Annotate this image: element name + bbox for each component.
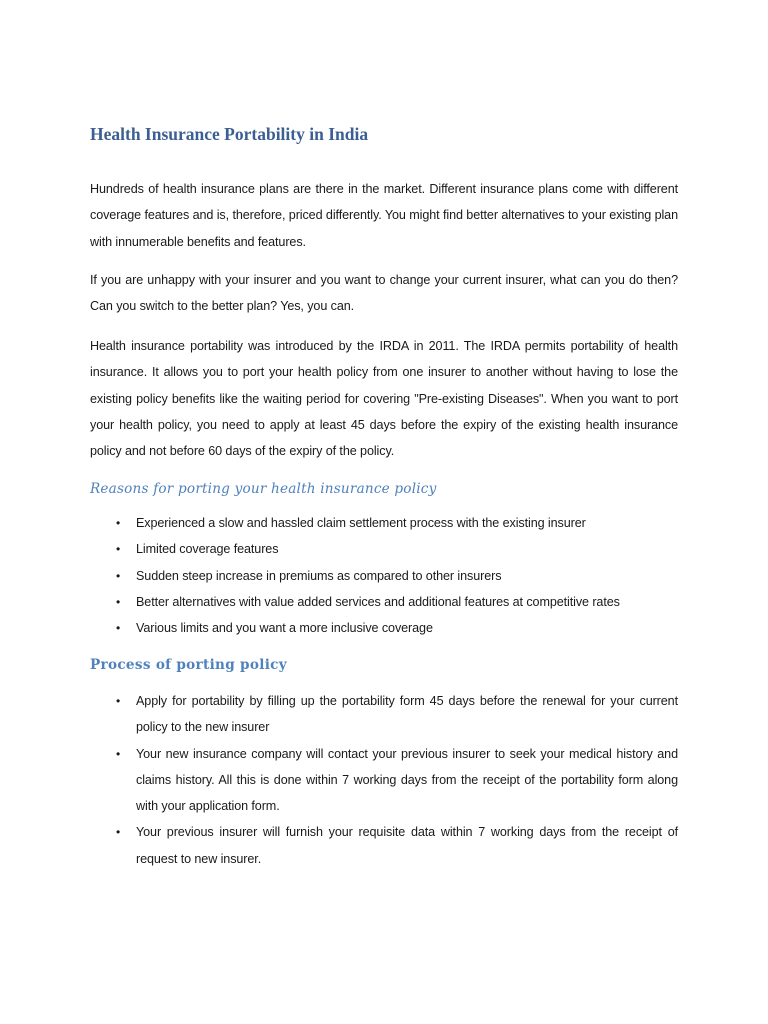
list-item-text: Sudden steep increase in premiums as compared to other insurers (136, 568, 502, 583)
switch-question-paragraph: If you are unhappy with your insurer and you want to change your current insurer, what can you do then? Can you switch to the better plan? Yes, you can. (90, 273, 678, 314)
list-item (90, 563, 678, 589)
bullet-icon: • (116, 516, 121, 530)
bullet-icon: • (116, 542, 121, 557)
bullet-icon: • (116, 621, 121, 636)
list-item (90, 510, 678, 536)
list-item (90, 819, 678, 872)
bullet-icon: • (116, 825, 121, 840)
reasons-list (90, 510, 678, 641)
bullet-icon: • (116, 594, 121, 609)
portability-details-paragraph: Health insurance portability was introduced by the IRDA in 2011. The IRDA permits portability of health insurance. It allows you to port your health policy from one insurer to another without having to lose the existing policy benefits like the waiting period for covering "Pre-existing Diseases". When you want to port your health policy, you need to apply at least 45 days before the expiry of the existing health insurance policy and not before 60 days of the expiry of the policy. (90, 339, 678, 459)
process-list (90, 688, 678, 872)
reasons-heading: Reasons for porting your health insurance policy (90, 481, 437, 497)
list-item-text: Apply for portability by filling up the portability form 45 days before the renewal for your current policy to the new insurer (136, 694, 678, 735)
list-item (90, 536, 678, 562)
intro-paragraph: Hundreds of health insurance plans are there in the market. Different insurance plans come with different coverage features and is, therefore, priced differently. You might find better alternatives to your existing plan with innumerable benefits and features. (90, 182, 678, 249)
list-item (90, 688, 678, 741)
bullet-icon: • (116, 746, 121, 761)
list-item (90, 615, 678, 641)
list-item (90, 589, 678, 615)
process-heading: Process of porting policy (90, 657, 287, 673)
bullet-icon: • (116, 694, 121, 708)
list-item-text: Your new insurance company will contact your previous insurer to seek your medical history and claims history. All this is done within 7 working days from the receipt of the portability form along with your application form. (136, 746, 678, 814)
list-item (90, 741, 678, 820)
document-title: Health Insurance Portability in India (90, 124, 369, 144)
bullet-icon: • (116, 568, 121, 583)
list-item-text: Better alternatives with value added services and additional features at competitive rates (136, 594, 620, 609)
list-item-text: Various limits and you want a more inclusive coverage (136, 621, 433, 636)
list-item-text: Limited coverage features (136, 542, 279, 557)
list-item-text: Experienced a slow and hassled claim settlement process with the existing insurer (136, 516, 586, 530)
list-item-text: Your previous insurer will furnish your requisite data within 7 working days from the receipt of request to new insurer. (136, 825, 678, 866)
